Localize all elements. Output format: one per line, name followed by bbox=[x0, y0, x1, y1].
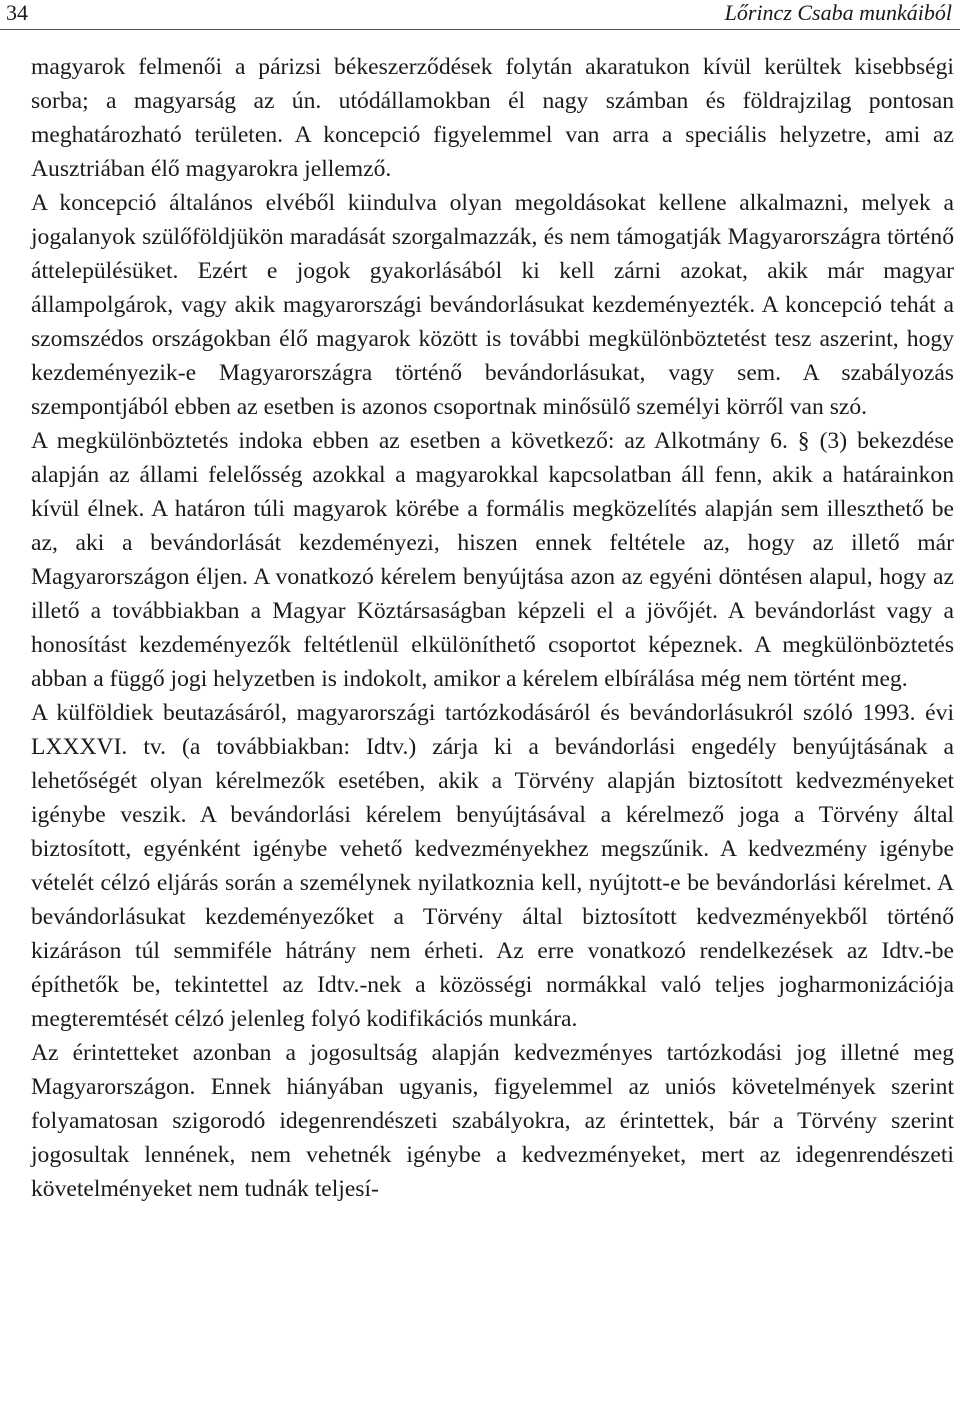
page-header bbox=[0, 0, 960, 30]
paragraph-4: A külföldiek beutazásáról, magyarországi tartózkodásáról és bevándorlásukról szóló 1993. évi LXXXVI. tv. (a továbbiakban: Idtv.) zárja ki a bevándorlási engedély benyújtásának a lehetőségét olyan kérelmezők esetében, akik a Törvény alapján biztosított kedvezményeket igénybe veszik. A bevándorlási kérelem benyújtásával a kérelmező joga a Törvény által biztosított, egyénként igénybe vehető kedvezményekhez megszűnik. A kedvezmény igénybe vételét célzó eljárás során a személynek nyilatkoznia kell, nyújtott-e be bevándorlási kérelmet. A bevándorlásukat kezdeményezőket a Törvény által biztosított kedvezményekből történő kizáráson túl semmiféle hátrány nem érheti. Az erre vonatkozó rendelkezések az Idtv.-be építhetők be, tekintettel az Idtv.-nek a közösségi normákkal való teljes jogharmonizációja megteremtését célzó jelenleg folyó kodifikációs munkára. bbox=[31, 700, 954, 1032]
page-number: 34 bbox=[6, 0, 28, 25]
running-head: Lőrincz Csaba munkáiból bbox=[724, 0, 952, 25]
body-text bbox=[31, 50, 954, 1206]
paragraph-2: A koncepció általános elvéből kiindulva olyan megoldásokat kellene alkalmazni, melyek a jogalanyok szülőföldjükön maradását szorgalmazzák, és nem támogatják Magyarországra történő áttelepülésüket. Ezért e jogok gyakorlásából ki kell zárni azokat, akik már magyar állampolgárok, vagy akik magyarországi bevándorlásukat kezdeményezték. A koncepció tehát a szomszédos országokban élő magyarok között is további megkülönböztetést tesz aszerint, hogy kezdeményezik-e Magyarországra történő bevándorlásukat, vagy sem. A szabályozás szempontjából ebben az esetben is azonos csoportnak minősülő személyi körről van szó. bbox=[31, 190, 954, 420]
header-rule bbox=[0, 29, 960, 30]
paragraph-5: Az érintetteket azonban a jogosultság alapján kedvezményes tartózkodási jog illetné meg Magyarországon. Ennek hiányában ugyanis, figyelemmel az uniós követelmények szerint folyamatosan szigorodó idegenrendészeti szabályokra, az érintettek, bár a Törvény szerint jogosultak lennének, nem vehetnék igénybe a kedvezményeket, mert az idegenrendészeti követelményeket nem tudnák teljesí- bbox=[31, 1040, 954, 1202]
paragraph-3: A megkülönböztetés indoka ebben az esetben a következő: az Alkotmány 6. § (3) bekezdése alapján az állami felelősség azokkal a magyarokkal kapcsolatban áll fenn, akik a határainkon kívül élnek. A határon túli magyarok körébe a formális megközelítés alapján sem illeszthető be az, aki a bevándorlását kezdeményezi, hiszen ennek feltétele az, hogy az illető már Magyarországon éljen. A vonatkozó kérelem benyújtása azon az egyéni döntésen alapul, hogy az illető a továbbiakban a Magyar Köztársaságban képzeli el a jövőjét. A bevándorlást vagy a honosítást kezdeményezők feltétlenül elkülöníthető csoportot képeznek. A megkülönböztetés abban a függő jogi helyzetben is indokolt, amikor a kérelem elbírálása még nem történt meg. bbox=[31, 428, 954, 692]
paragraph-1: magyarok felmenői a párizsi békeszerződések folytán akaratukon kívül kerültek kisebbségi sorba; a magyarság az ún. utódállamokban él nagy számban és földrajzilag pontosan meghatározható területen. A koncepció figyelemmel van arra a speciális helyzetre, ami az Ausztriában élő magyarokra jellemző. bbox=[31, 54, 954, 182]
